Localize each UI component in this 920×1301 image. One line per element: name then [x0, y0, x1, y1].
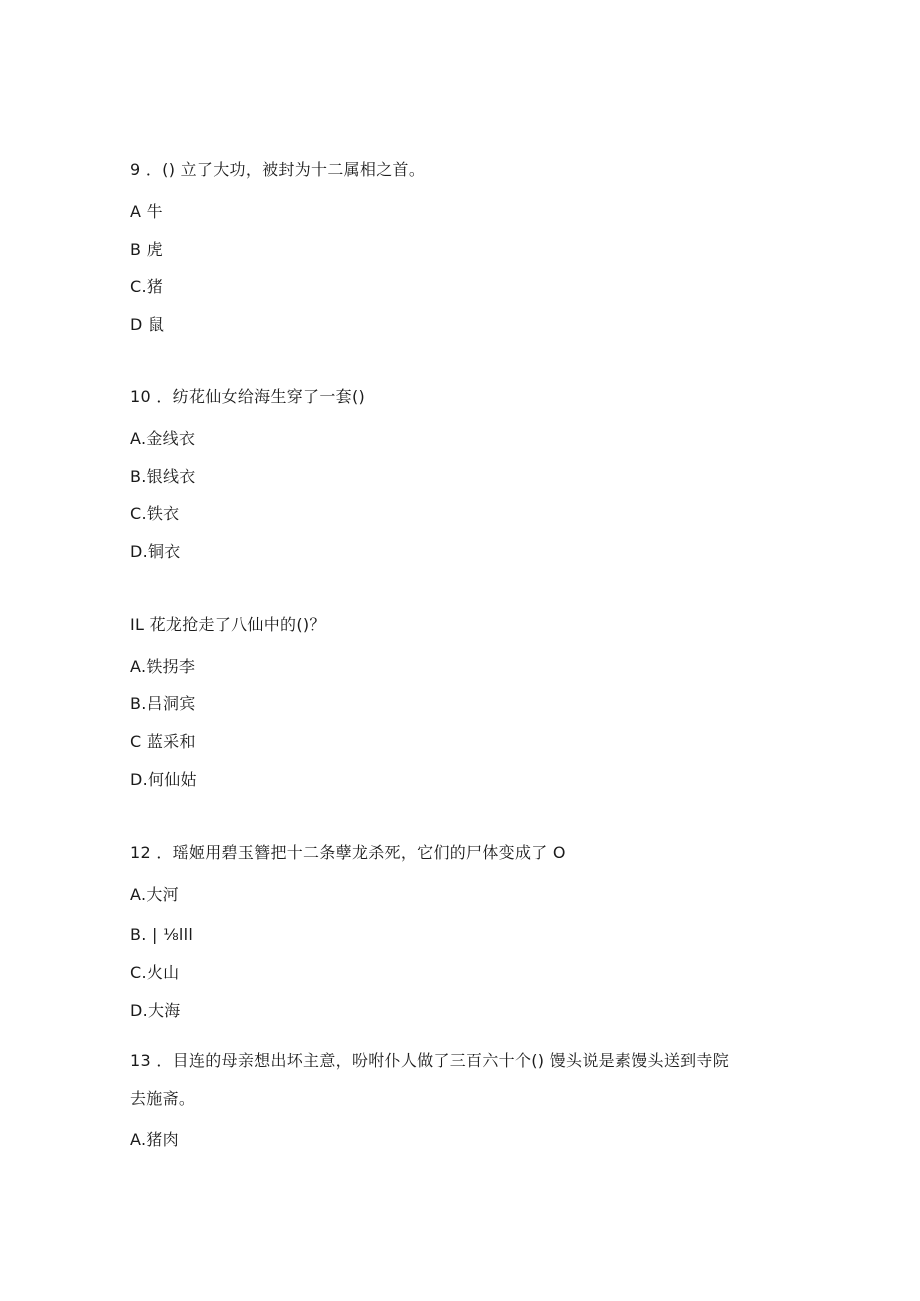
question-11-option-c: C 蓝采和: [130, 732, 196, 751]
question-12-option-c: C.火山: [130, 963, 180, 982]
question-9-option-b: B 虎: [130, 240, 163, 259]
question-11-option-d: D.何仙姑: [130, 770, 197, 789]
question-10-text: 10 ．纺花仙女给海生穿了一套(): [130, 387, 366, 406]
question-13-text-line1: 13 ．目连的母亲想出坏主意，吩咐仆人做了三百六十个() 馒头说是素馒头送到寺院: [130, 1051, 730, 1070]
question-9-text: 9 ．() 立了大功，被封为十二属相之首。: [130, 160, 426, 179]
question-10-option-b: B.银线衣: [130, 467, 196, 486]
question-9-option-d: D 鼠: [130, 315, 165, 334]
question-10-option-c: C.铁衣: [130, 504, 180, 523]
question-10-option-d: D.铜衣: [130, 542, 181, 561]
question-13-text-line2: 去施斋。: [130, 1089, 196, 1108]
question-12-option-a: A.大河: [130, 885, 179, 904]
question-9-option-c: C.猪: [130, 277, 164, 296]
question-9-option-a: A 牛: [130, 202, 163, 221]
question-10-option-a: A.金线衣: [130, 429, 196, 448]
question-11-option-a: A.铁拐李: [130, 657, 196, 676]
question-12-text: 12 ．瑶姬用碧玉簪把十二条孽龙杀死，它们的尸体变成了 O: [130, 843, 566, 862]
question-12-option-d: D.大海: [130, 1001, 181, 1020]
question-11-option-b: B.吕洞宾: [130, 694, 196, 713]
question-11-text: IL 花龙抢走了八仙中的()？: [130, 615, 326, 634]
question-12-option-b: B. | ⅛lll: [130, 925, 194, 944]
question-13-option-a: A.猪肉: [130, 1130, 179, 1149]
